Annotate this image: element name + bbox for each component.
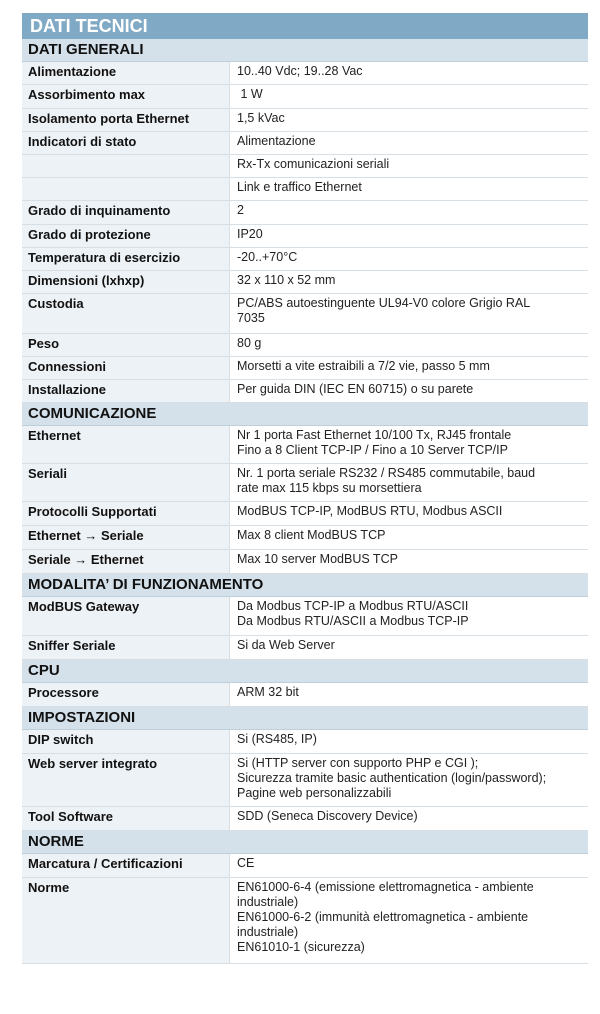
spec-row: [22, 597, 588, 636]
spec-label: Sniffer Seriale: [22, 636, 229, 659]
spec-label: Installazione: [22, 380, 229, 402]
spec-value-line: Nr. 1 porta seriale RS232 / RS485 commutabile, baud: [237, 466, 536, 480]
spec-row: [22, 426, 588, 464]
spec-value: [229, 807, 588, 830]
spec-row: [22, 550, 588, 574]
spec-value: [229, 683, 588, 706]
spec-row: [22, 730, 588, 754]
spec-row: [22, 380, 588, 403]
spec-value-line: rate max 115 kbps su morsettiera: [237, 481, 422, 495]
spec-value: [229, 754, 588, 806]
spec-value: [229, 178, 588, 200]
spec-value-line: Max 8 client ModBUS TCP: [237, 528, 386, 542]
spec-row: [22, 854, 588, 878]
spec-label: Seriale → Ethernet: [22, 550, 229, 573]
spec-value-line: IP20: [237, 227, 263, 241]
spec-value: [229, 334, 588, 356]
spec-label: Ethernet: [22, 426, 229, 463]
spec-row: [22, 464, 588, 502]
tech-specs-table: [22, 13, 588, 964]
spec-value-line: Rx-Tx comunicazioni seriali: [237, 157, 390, 171]
spec-value-line: SDD (Seneca Discovery Device): [237, 809, 418, 823]
spec-value-line: 32 x 110 x 52 mm: [237, 273, 336, 287]
spec-label: Norme: [22, 878, 229, 963]
spec-value: [229, 878, 588, 963]
spec-value: [229, 464, 588, 501]
spec-value-line: Si da Web Server: [237, 638, 335, 652]
spec-label: [22, 178, 229, 200]
spec-label: Custodia: [22, 294, 229, 333]
sections-container: [22, 39, 588, 964]
spec-row: [22, 878, 588, 964]
spec-value-line: industriale): [237, 925, 299, 939]
spec-row: [22, 85, 588, 109]
spec-row: [22, 754, 588, 807]
spec-label: Temperatura di esercizio: [22, 248, 229, 270]
spec-label: Peso: [22, 334, 229, 356]
spec-label: Connessioni: [22, 357, 229, 379]
spec-value-line: 80 g: [237, 336, 262, 350]
spec-value-line: 1,5 kVac: [237, 111, 285, 125]
spec-label: Grado di protezione: [22, 225, 229, 247]
spec-row: [22, 109, 588, 132]
spec-value: [229, 380, 588, 402]
spec-value: [229, 62, 588, 84]
spec-value: [229, 357, 588, 379]
spec-row: [22, 155, 588, 178]
spec-label: [22, 155, 229, 177]
spec-label: Protocolli Supportati: [22, 502, 229, 525]
spec-row: [22, 178, 588, 201]
spec-label: Web server integrato: [22, 754, 229, 806]
spec-label: Alimentazione: [22, 62, 229, 84]
spec-row: [22, 502, 588, 526]
spec-label: Ethernet → Seriale: [22, 526, 229, 549]
spec-value-line: Per guida DIN (IEC EN 60715) o su parete: [237, 382, 474, 396]
spec-label: ModBUS Gateway: [22, 597, 229, 635]
section-header: COMUNICAZIONE: [22, 403, 588, 426]
section-header: CPU: [22, 660, 588, 683]
spec-label: DIP switch: [22, 730, 229, 753]
spec-value-line: Sicurezza tramite basic authentication (login/password);: [237, 771, 547, 785]
spec-value-line: Link e traffico Ethernet: [237, 180, 362, 194]
spec-value: [229, 550, 588, 573]
spec-row: [22, 271, 588, 294]
spec-value: [229, 426, 588, 463]
spec-row: [22, 357, 588, 380]
spec-row: [22, 807, 588, 831]
section-header: DATI GENERALI: [22, 39, 588, 62]
spec-value-line: Morsetti a vite estraibili a 7/2 vie, passo 5 mm: [237, 359, 490, 373]
spec-value: [229, 526, 588, 549]
spec-value-line: Si (HTTP server con supporto PHP e CGI );: [237, 756, 479, 770]
spec-label: Isolamento porta Ethernet: [22, 109, 229, 131]
spec-value-line: 2: [237, 203, 244, 217]
spec-value: [229, 294, 588, 333]
spec-label: Assorbimento max: [22, 85, 229, 108]
spec-value-line: ModBUS TCP-IP, ModBUS RTU, Modbus ASCII: [237, 504, 503, 518]
spec-value: [229, 502, 588, 525]
spec-value-line: Da Modbus TCP-IP a Modbus RTU/ASCII: [237, 599, 469, 613]
spec-value-line: industriale): [237, 895, 299, 909]
spec-value-line: EN61000-6-2 (immunità elettromagnetica - ambiente: [237, 910, 529, 924]
spec-value-line: -20..+70°C: [237, 250, 298, 264]
spec-value-line: Alimentazione: [237, 134, 316, 148]
spec-value: [229, 597, 588, 635]
spec-row: [22, 132, 588, 155]
spec-value: [229, 636, 588, 659]
spec-label: Dimensioni (lxhxp): [22, 271, 229, 293]
spec-row: [22, 248, 588, 271]
section-header: MODALITA’ DI FUNZIONAMENTO: [22, 574, 588, 597]
spec-value-line: Pagine web personalizzabili: [237, 786, 392, 800]
spec-value-line: Nr 1 porta Fast Ethernet 10/100 Tx, RJ45 frontale: [237, 428, 512, 442]
section-header: NORME: [22, 831, 588, 854]
section-header: IMPOSTAZIONI: [22, 707, 588, 730]
spec-row: [22, 526, 588, 550]
spec-value-line: Fino a 8 Client TCP-IP / Fino a 10 Server TCP/IP: [237, 443, 508, 457]
spec-value-line: Da Modbus RTU/ASCII a Modbus TCP-IP: [237, 614, 469, 628]
spec-value: [229, 201, 588, 224]
spec-value: [229, 85, 588, 108]
spec-value-line: Max 10 server ModBUS TCP: [237, 552, 398, 566]
spec-value-line: EN61000-6-4 (emissione elettromagnetica - ambiente: [237, 880, 534, 894]
spec-value-line: 7035: [237, 311, 265, 325]
spec-row: [22, 62, 588, 85]
spec-value-line: PC/ABS autoestinguente UL94-V0 colore Grigio RAL: [237, 296, 531, 310]
spec-row: [22, 201, 588, 225]
spec-row: [22, 683, 588, 707]
spec-label: Grado di inquinamento: [22, 201, 229, 224]
spec-value: [229, 730, 588, 753]
spec-value-line: EN61010-1 (sicurezza): [237, 940, 365, 954]
spec-row: [22, 225, 588, 248]
spec-value: [229, 854, 588, 877]
spec-row: [22, 294, 588, 334]
spec-value: [229, 155, 588, 177]
spec-value: [229, 225, 588, 247]
spec-value-line: ARM 32 bit: [237, 685, 299, 699]
spec-row: [22, 334, 588, 357]
spec-label: Marcatura / Certificazioni: [22, 854, 229, 877]
spec-value: [229, 248, 588, 270]
spec-value: [229, 132, 588, 154]
spec-value-line: CE: [237, 856, 255, 870]
spec-label: Seriali: [22, 464, 229, 501]
spec-value: [229, 271, 588, 293]
spec-value-line: Si (RS485, IP): [237, 732, 317, 746]
spec-label: Tool Software: [22, 807, 229, 830]
spec-value: [229, 109, 588, 131]
table-title: DATI TECNICI: [22, 13, 588, 39]
spec-label: Processore: [22, 683, 229, 706]
spec-label: Indicatori di stato: [22, 132, 229, 154]
spec-value-line: 1 W: [237, 87, 263, 101]
spec-value-line: 10..40 Vdc; 19..28 Vac: [237, 64, 363, 78]
spec-row: [22, 636, 588, 660]
